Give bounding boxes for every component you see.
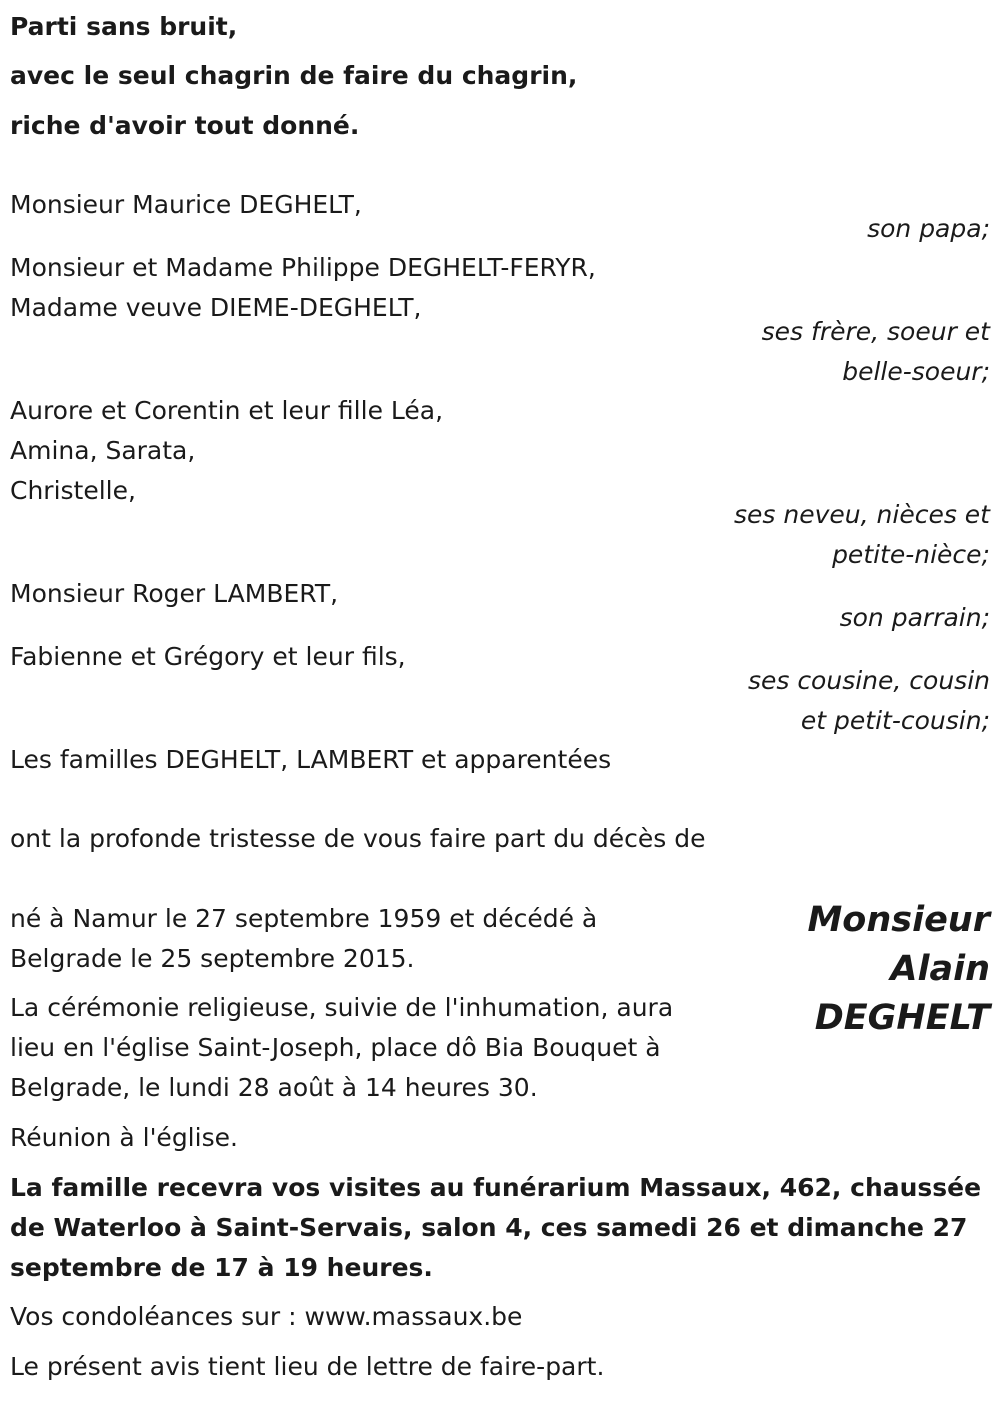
- deceased-first-name: Alain: [890, 949, 990, 989]
- birth-death-line-1: né à Namur le 27 septembre 1959 et décédé à: [10, 904, 598, 933]
- cousins-relation-1: ses cousine, cousin: [747, 666, 990, 695]
- nephews-relation-1: ses neveu, nièces et: [734, 500, 990, 529]
- nephews-line-3: Christelle,: [10, 476, 136, 505]
- condolences-line: Vos condoléances sur : www.massaux.be: [10, 1302, 523, 1331]
- cousins-relation-2: et petit-cousin;: [800, 706, 990, 735]
- nephews-line-1: Aurore et Corentin et leur fille Léa,: [10, 396, 444, 425]
- visits-line-2: de Waterloo à Saint-Servais, salon 4, ces samedi 26 et dimanche 27: [10, 1213, 968, 1242]
- deceased-last-name: DEGHELT: [814, 998, 990, 1038]
- father-relation: son papa;: [867, 214, 990, 243]
- siblings-relation-1: ses frère, soeur et: [761, 317, 990, 346]
- reunion: Réunion à l'église.: [10, 1123, 238, 1152]
- siblings-line-1: Monsieur et Madame Philippe DEGHELT-FERYR,: [10, 253, 596, 282]
- siblings-relation-2: belle-soeur;: [842, 357, 990, 386]
- father-name: Monsieur Maurice DEGHELT,: [10, 190, 362, 219]
- ceremony-line-1: La cérémonie religieuse, suivie de l'inhumation, aura: [10, 993, 674, 1022]
- nephews-relation-2: petite-nièce;: [832, 540, 990, 569]
- birth-death-line-2: Belgrade le 25 septembre 2015.: [10, 944, 415, 973]
- siblings-line-2: Madame veuve DIEME-DEGHELT,: [10, 293, 422, 322]
- ceremony-line-2: lieu en l'église Saint-Joseph, place dô Bia Bouquet à: [10, 1033, 661, 1062]
- epigraph-line-2: avec le seul chagrin de faire du chagrin,: [10, 61, 578, 90]
- epigraph-line-1: Parti sans bruit,: [10, 12, 238, 41]
- visits-line-1: La famille recevra vos visites au funérarium Massaux, 462, chaussée: [10, 1173, 982, 1202]
- visits-line-3: septembre de 17 à 19 heures.: [10, 1253, 433, 1282]
- cousins-name: Fabienne et Grégory et leur fils,: [10, 642, 406, 671]
- ceremony-line-3: Belgrade, le lundi 28 août à 14 heures 30.: [10, 1073, 538, 1102]
- notice-line: Le présent avis tient lieu de lettre de faire-part.: [10, 1352, 605, 1381]
- deceased-name: [807, 896, 990, 1043]
- nephews-line-2: Amina, Sarata,: [10, 436, 196, 465]
- families-line: Les familles DEGHELT, LAMBERT et apparentées: [10, 745, 612, 774]
- epigraph-line-3: riche d'avoir tout donné.: [10, 111, 360, 140]
- godfather-name: Monsieur Roger LAMBERT,: [10, 579, 339, 608]
- deceased-title: Monsieur: [807, 900, 990, 940]
- godfather-relation: son parrain;: [839, 603, 990, 632]
- announcement: ont la profonde tristesse de vous faire part du décès de: [10, 824, 706, 853]
